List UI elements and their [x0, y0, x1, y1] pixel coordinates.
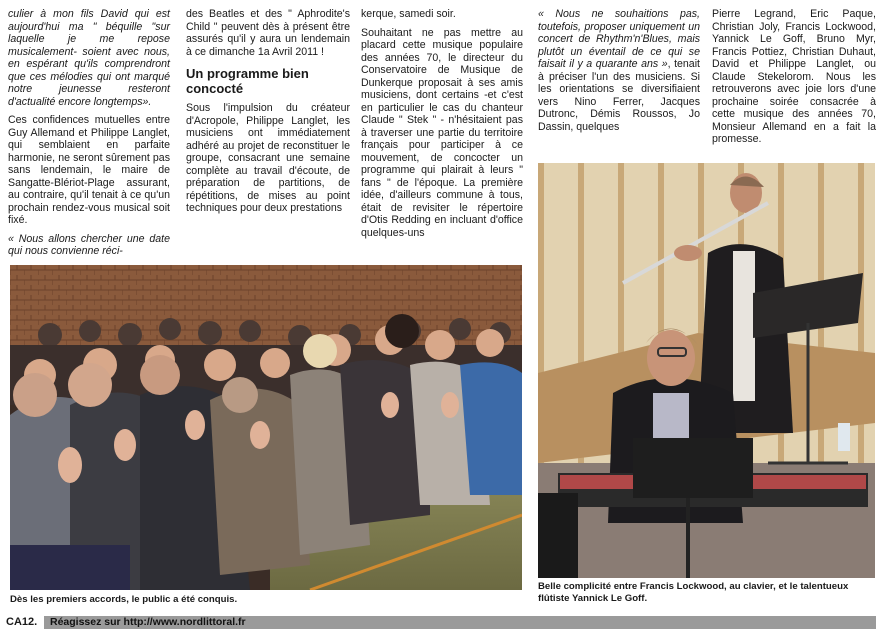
column-4-quote: « Nous ne souhaitions pas, toutefois, proposer uniquement un concert de Rhythm'n'Blues, mais plutôt un éventail de ce qui se faisait il y a quarante ans »	[538, 8, 700, 70]
column-4-paragraph	[538, 8, 700, 133]
column-5-paragraph: Pierre Legrand, Eric Paque, Christian Joly, Francis Lockwood, Yannick Le Goff, Bruno Myr, Francis Pottiez, Christian Duhaut, David et Philippe Langlet, ou Claude Stekelorom. Nous les retrouverons avec joie lors d'une prochaine soirée consacrée à cette musique des années 70, Monsieur Allemand en a fait la promesse.	[712, 8, 876, 145]
column-1-quote: culier à mon fils David qui est aujourd'hui ma " béquille "sur laquelle je me repose musicalement- soient avec nous, en espérant qu'ils comprendront que ces mélodies qui ont marqué notre jeunesse resteront d'actualité encore longtemps».	[8, 8, 170, 108]
column-4-text: , tenait à préciser l'un des musiciens. Si les orientations se diversifiaient vers Nino Ferrer, Jacques Dutronc, Démis Roussos, Jo Dassin, quelques	[538, 58, 700, 133]
musicians-photo-caption: Belle complicité entre Francis Lockwood, au clavier, et le talentueux flûtiste Yannick Le Goff.	[538, 581, 849, 604]
column-3-paragraph-1: kerque, samedi soir.	[361, 8, 456, 20]
article-column-5	[712, 8, 876, 146]
article-column-4	[538, 8, 700, 133]
column-1-paragraph: Ces confidences mutuelles entre Guy Allemand et Philippe Langlet, qui semblaient en parfaite harmonie, ne seront sûrement pas sans lendemain, le maire de Sangatte-Blériot-Plage assurant, au contraire, qu'il tenait à ce qu'un prochain rendez-vous musical soit fixé.	[8, 114, 170, 226]
section-subheading: Un programme bien concocté	[186, 66, 309, 96]
page-footer	[0, 614, 886, 631]
audience-photo	[10, 265, 522, 590]
column-3-paragraph-2: Souhaitant ne pas mettre au placard cette musique populaire des années 70, le directeur du Conservatoire de Musique de Dunkerque proposait à ses amis musiciens, dont certains -et c'est en particulier le cas du chanteur Claude " Stek " - n'hésitaient pas à traverser une partie du territoire français pour participer à ce mouvement, de concocter un programme qui plairait à leurs " fans " de l'époque. La première idée, d'ailleurs commune à tous, était de revisiter le répertoire d'Otis Redding en incluant d'office quelques-uns	[361, 26, 523, 239]
article-column-3	[361, 8, 523, 239]
page-number: CA12.	[6, 616, 38, 628]
column-2-paragraph-2: Sous l'impulsion du créateur d'Acropole, Philippe Langlet, les musiciens ont immédiatement adhéré au projet de reconstituer le groupe, consacrant une semaine complète au travail d'écoute, de préparation de partitions, de répétitions, de mises au point techniques pour deux prestations	[186, 102, 350, 214]
audience-photo-caption: Dès les premiers accords, le public a été conquis.	[10, 594, 238, 605]
article-column-1	[8, 8, 170, 258]
column-1-quote-end: « Nous allons chercher une date qui nous convienne réci-	[8, 232, 170, 257]
footer-banner: Réagissez sur http://www.nordlittoral.fr	[44, 616, 876, 629]
article-column-2	[186, 8, 350, 215]
column-2-paragraph-1: des Beatles et des " Aphrodite's Child " peuvent dès à présent être assurés qu'il y aura un lendemain à ce dimanche 1a Avril 2011 !	[186, 8, 350, 58]
audience-photo-image	[10, 265, 522, 590]
musicians-photo-image	[538, 163, 875, 578]
musicians-photo	[538, 163, 875, 578]
